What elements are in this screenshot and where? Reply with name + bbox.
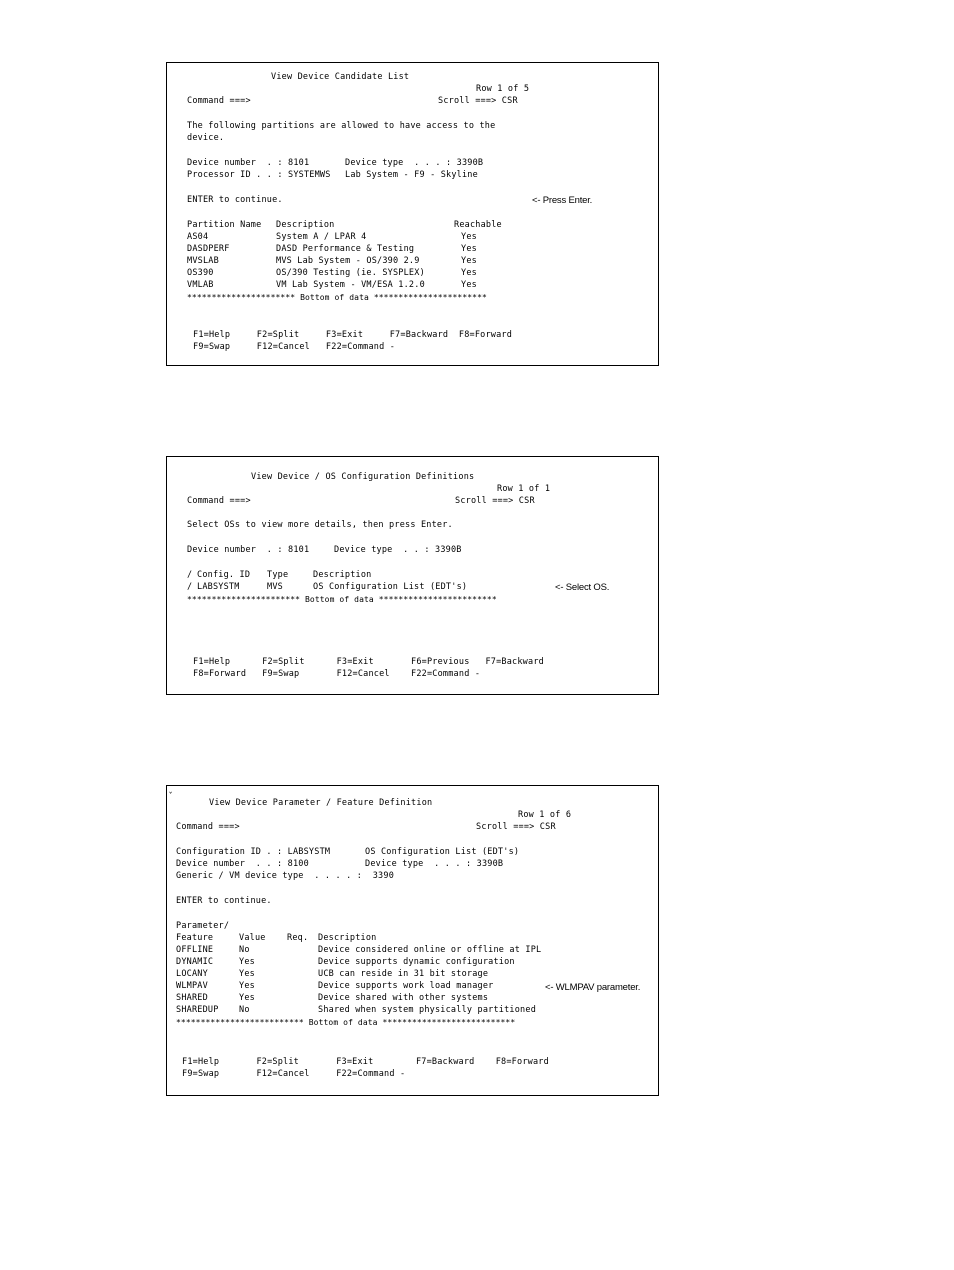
column-header-description: Description	[313, 570, 372, 580]
partition-name: MVSLAB	[187, 256, 219, 266]
column-header-type: Type	[267, 570, 289, 580]
function-keys-line-2[interactable]: F9=Swap F12=Cancel F22=Command -	[193, 342, 396, 352]
config-type: MVS	[267, 582, 283, 592]
table-row[interactable]	[167, 993, 658, 1003]
feature-value: Yes	[239, 993, 255, 1003]
feature-value: Yes	[239, 981, 255, 991]
function-keys-line-1[interactable]: F1=Help F2=Split F3=Exit F7=Backward F8=Forward	[182, 1057, 549, 1067]
table-row[interactable]	[167, 244, 658, 254]
processor-id: Processor ID . . : SYSTEMWS	[187, 170, 331, 180]
enter-message: ENTER to continue.	[187, 195, 283, 205]
bottom-of-data: *********************** Bottom of data ************************	[187, 595, 497, 604]
row-counter: Row 1 of 1	[497, 484, 551, 494]
column-header-reachable: Reachable	[454, 220, 502, 230]
intro-text-cont: device.	[187, 133, 225, 143]
press-enter-annotation: <- Press Enter.	[532, 195, 593, 206]
feature-description: Device supports dynamic configuration	[318, 957, 515, 967]
device-type: Device type . . . : 3390B	[365, 859, 504, 869]
column-header-required: Req.	[287, 933, 309, 943]
feature-name: LOCANY	[176, 969, 208, 979]
column-header-value: Value	[239, 933, 266, 943]
table-row[interactable]	[167, 256, 658, 266]
function-keys-line-2[interactable]: F8=Forward F9=Swap F12=Cancel F22=Command -	[193, 669, 481, 679]
wlmpav-annotation: <- WLMPAV parameter.	[545, 982, 641, 993]
command-label: Command ===>	[187, 96, 251, 106]
intro-text: Select OSs to view more details, then press Enter.	[187, 520, 453, 530]
scroll-field[interactable]: Scroll ===> CSR	[476, 822, 556, 832]
bottom-of-data: ********************** Bottom of data ***********************	[187, 293, 487, 302]
feature-name: SHARED	[176, 993, 208, 1003]
partition-name: OS390	[187, 268, 214, 278]
device-type: Device type . . : 3390B	[334, 545, 462, 555]
select-field[interactable]: /	[187, 582, 193, 592]
os-configuration-definitions-panel	[166, 456, 659, 695]
device-type: Device type . . . : 3390B	[345, 158, 484, 168]
row-counter: Row 1 of 5	[476, 84, 530, 94]
table-row[interactable]	[167, 1005, 658, 1015]
intro-text: The following partitions are allowed to have access to the	[187, 121, 496, 131]
partition-description: System A / LPAR 4	[276, 232, 367, 242]
panel-title: View Device Candidate List	[271, 72, 410, 82]
partition-description: OS/390 Testing (ie. SYSPLEX)	[276, 268, 425, 278]
table-row[interactable]	[167, 957, 658, 967]
command-label: Command ===>	[187, 496, 251, 506]
command-input[interactable]	[253, 496, 453, 506]
scroll-field[interactable]: Scroll ===> CSR	[455, 496, 535, 506]
column-header-feature: Feature	[176, 933, 214, 943]
partition-reachable: Yes	[461, 268, 477, 278]
config-id: LABSYSTM	[197, 582, 240, 592]
command-input[interactable]	[242, 822, 472, 832]
generic-device-type: Generic / VM device type . . . . : 3390	[176, 871, 395, 881]
configuration-id: Configuration ID . : LABSYSTM	[176, 847, 331, 857]
column-header-partition: Partition Name	[187, 220, 262, 230]
partition-name: AS04	[187, 232, 209, 242]
processor-description: Lab System - F9 - Skyline	[345, 170, 478, 180]
function-keys-line-1[interactable]: F1=Help F2=Split F3=Exit F7=Backward F8=Forward	[193, 330, 513, 340]
panel-title: View Device / OS Configuration Definitions	[251, 472, 475, 482]
partition-description: DASD Performance & Testing	[276, 244, 415, 254]
feature-description: Shared when system physically partitioned	[318, 1005, 537, 1015]
device-parameter-feature-panel	[166, 785, 659, 1096]
device-number: Device number . . : 8100	[176, 859, 309, 869]
feature-description: Device shared with other systems	[318, 993, 489, 1003]
device-number: Device number . : 8101	[187, 545, 310, 555]
enter-message: ENTER to continue.	[176, 896, 272, 906]
partition-description: MVS Lab System - OS/390 2.9	[276, 256, 420, 266]
partition-reachable: Yes	[461, 244, 477, 254]
partition-reachable: Yes	[461, 232, 477, 242]
feature-value: Yes	[239, 969, 255, 979]
feature-description: Device supports work load manager	[318, 981, 494, 991]
corner-mark: ˇ	[168, 792, 174, 802]
partition-description: VM Lab System - VM/ESA 1.2.0	[276, 280, 425, 290]
table-row[interactable]	[167, 268, 658, 278]
function-keys-line-2[interactable]: F9=Swap F12=Cancel F22=Command -	[182, 1069, 406, 1079]
feature-name: DYNAMIC	[176, 957, 214, 967]
function-keys-line-1[interactable]: F1=Help F2=Split F3=Exit F6=Previous F7=Backward	[193, 657, 544, 667]
column-header-select: /	[187, 570, 193, 580]
command-input[interactable]	[253, 96, 433, 106]
feature-name: OFFLINE	[176, 945, 214, 955]
table-row[interactable]	[167, 969, 658, 979]
bottom-of-data: ************************** Bottom of data ***************************	[176, 1018, 516, 1027]
column-header-description: Description	[276, 220, 335, 230]
scroll-field[interactable]: Scroll ===> CSR	[438, 96, 518, 106]
partition-name: DASDPERF	[187, 244, 230, 254]
row-counter: Row 1 of 6	[518, 810, 572, 820]
partition-reachable: Yes	[461, 280, 477, 290]
device-number: Device number . : 8101	[187, 158, 310, 168]
feature-name: SHAREDUP	[176, 1005, 219, 1015]
config-description: OS Configuration List (EDT's)	[313, 582, 468, 592]
partition-reachable: Yes	[461, 256, 477, 266]
feature-value: Yes	[239, 957, 255, 967]
partition-name: VMLAB	[187, 280, 214, 290]
feature-description: UCB can reside in 31 bit storage	[318, 969, 489, 979]
device-candidate-list-panel	[166, 62, 659, 366]
command-label: Command ===>	[176, 822, 240, 832]
feature-value: No	[239, 945, 250, 955]
select-os-annotation: <- Select OS.	[555, 582, 610, 593]
column-header-description: Description	[318, 933, 377, 943]
column-header-parameter: Parameter/	[176, 921, 230, 931]
panel-title: View Device Parameter / Feature Definition	[209, 798, 433, 808]
table-row[interactable]	[167, 280, 658, 290]
feature-name: WLMPAV	[176, 981, 208, 991]
table-row[interactable]	[167, 945, 658, 955]
table-row[interactable]	[167, 232, 658, 242]
feature-description: Device considered online or offline at IPL	[318, 945, 542, 955]
feature-value: No	[239, 1005, 250, 1015]
column-header-config-id: Config. ID	[197, 570, 251, 580]
configuration-description: OS Configuration List (EDT's)	[365, 847, 520, 857]
